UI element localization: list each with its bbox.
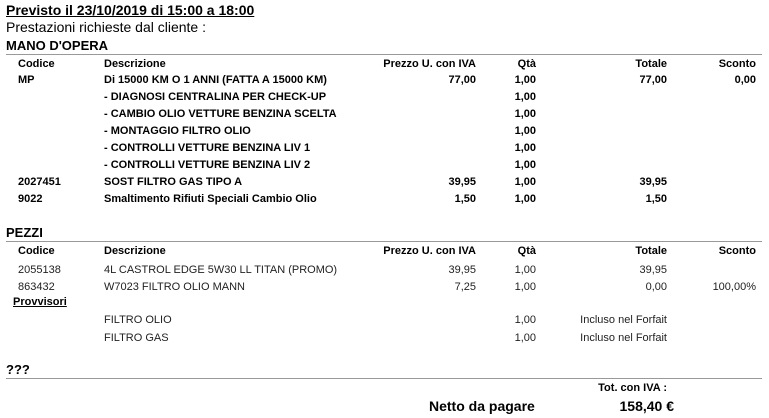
col-codice: Codice — [18, 58, 55, 70]
cell-totale: 77,00 — [639, 74, 667, 86]
cell-descrizione: - DIAGNOSI CENTRALINA PER CHECK-UP — [104, 91, 327, 103]
cell-totale: 0,00 — [645, 281, 667, 293]
divider — [6, 378, 762, 379]
cell-descrizione: 4L CASTROL EDGE 5W30 LL TITAN (PROMO) — [104, 264, 338, 276]
page-subtitle: Prestazioni richieste dal cliente : — [6, 19, 206, 35]
cell-codice: 2055138 — [18, 264, 61, 276]
col-totale: Totale — [635, 58, 667, 70]
cell-totale: Incluso nel Forfait — [580, 314, 667, 326]
cell-qta: 1,00 — [514, 193, 536, 205]
cell-descrizione: W7023 FILTRO OLIO MANN — [104, 281, 245, 293]
col-codice: Codice — [18, 245, 55, 257]
cell-prezzo: 1,50 — [454, 193, 476, 205]
cell-qta: 1,00 — [514, 264, 536, 276]
cell-sconto: 0,00 — [734, 74, 756, 86]
cell-descrizione: FILTRO GAS — [104, 332, 169, 344]
cell-prezzo: 39,95 — [448, 264, 476, 276]
divider — [6, 241, 762, 242]
col-sconto: Sconto — [718, 58, 756, 70]
page-title: Previsto il 23/10/2019 di 15:00 a 18:00 — [6, 2, 255, 18]
cell-descrizione: Smaltimento Rifiuti Speciali Cambio Olio — [104, 193, 317, 205]
cell-codice: MP — [18, 74, 35, 86]
section-title-mano-opera: MANO D'OPERA — [6, 38, 109, 53]
net-label: Netto da pagare — [429, 398, 535, 414]
cell-totale: 1,50 — [645, 193, 667, 205]
cell-qta: 1,00 — [514, 281, 536, 293]
cell-qta: 1,00 — [514, 332, 536, 344]
col-sconto: Sconto — [718, 245, 756, 257]
col-totale: Totale — [635, 245, 667, 257]
cell-qta: 1,00 — [514, 159, 536, 171]
cell-descrizione: SOST FILTRO GAS TIPO A — [104, 176, 243, 188]
col-qta: Qtà — [517, 245, 536, 257]
cell-totale: Incluso nel Forfait — [580, 332, 667, 344]
cell-qta: 1,00 — [514, 314, 536, 326]
cell-totale: 39,95 — [639, 264, 667, 276]
cell-codice: 9022 — [18, 193, 43, 205]
provvisori-link[interactable]: Provvisori — [13, 296, 67, 308]
cell-prezzo: 7,25 — [454, 281, 476, 293]
cell-prezzo: 39,95 — [448, 176, 476, 188]
divider — [6, 54, 762, 55]
col-prezzo: Prezzo U. con IVA — [383, 58, 476, 70]
section-title-pezzi: PEZZI — [6, 225, 43, 240]
cell-qta: 1,00 — [514, 125, 536, 137]
cell-qta: 1,00 — [514, 142, 536, 154]
cell-descrizione: - CAMBIO OLIO VETTURE BENZINA SCELTA — [104, 108, 337, 120]
cell-totale: 39,95 — [639, 176, 667, 188]
cell-codice: 2027451 — [18, 176, 61, 188]
cell-qta: 1,00 — [514, 91, 536, 103]
cell-sconto: 100,00% — [712, 281, 756, 293]
cell-descrizione: - CONTROLLI VETTURE BENZINA LIV 2 — [104, 159, 311, 171]
cell-descrizione: FILTRO OLIO — [104, 314, 172, 326]
net-value: 158,40 € — [619, 398, 674, 414]
cell-qta: 1,00 — [514, 176, 536, 188]
cell-codice: 863432 — [18, 281, 55, 293]
cell-qta: 1,00 — [514, 74, 536, 86]
col-prezzo: Prezzo U. con IVA — [383, 245, 476, 257]
cell-prezzo: 77,00 — [448, 74, 476, 86]
cell-descrizione: - CONTROLLI VETTURE BENZINA LIV 1 — [104, 142, 311, 154]
cell-descrizione: - MONTAGGIO FILTRO OLIO — [104, 125, 251, 137]
col-descrizione: Descrizione — [104, 245, 166, 257]
col-qta: Qtà — [517, 58, 536, 70]
col-descrizione: Descrizione — [104, 58, 166, 70]
cell-qta: 1,00 — [514, 108, 536, 120]
cell-descrizione: Di 15000 KM O 1 ANNI (FATTA A 15000 KM) — [104, 74, 327, 86]
section-title-other: ??? — [6, 362, 30, 377]
total-label: Tot. con IVA : — [598, 382, 667, 394]
